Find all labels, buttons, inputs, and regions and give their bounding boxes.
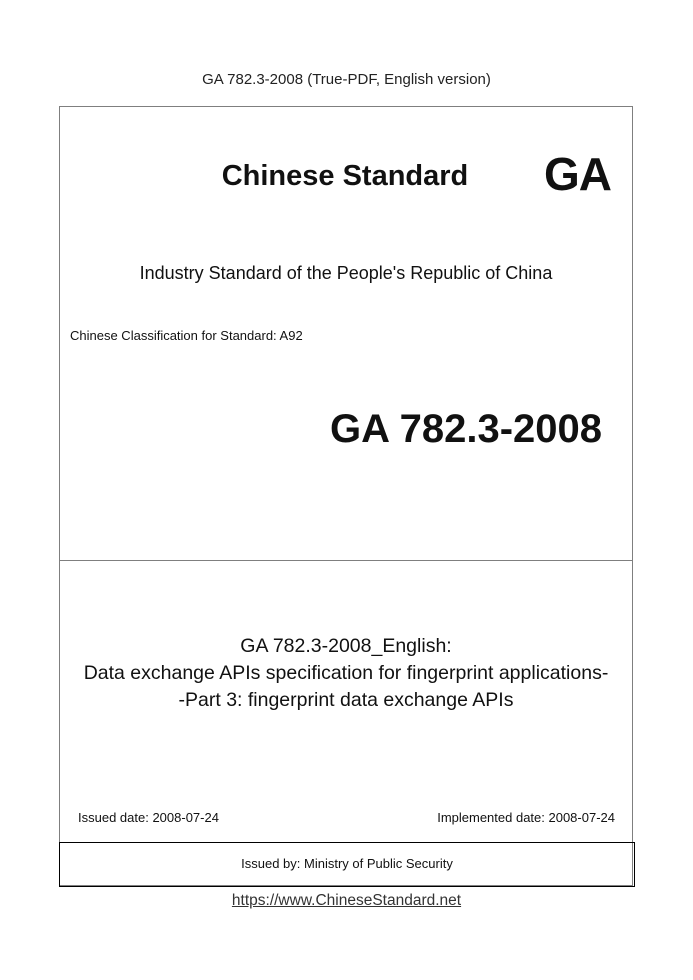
cover-frame bbox=[59, 106, 633, 886]
industry-subtitle: Industry Standard of the People's Republic of China bbox=[139, 263, 553, 283]
document-title-line-3: -Part 3: fingerprint data exchange APIs bbox=[178, 689, 514, 711]
standard-number: GA 782.3-2008 bbox=[330, 407, 603, 451]
ga-mark: GA bbox=[544, 148, 611, 200]
classification-text: Chinese Classification for Standard: A92 bbox=[70, 328, 303, 343]
standard-title: Chinese Standard bbox=[221, 160, 469, 192]
issued-date: Issued date: 2008-07-24 bbox=[78, 810, 219, 825]
section-divider bbox=[59, 560, 633, 561]
implemented-date: Implemented date: 2008-07-24 bbox=[437, 810, 615, 825]
document-title-line-1: GA 782.3-2008_English: bbox=[240, 635, 452, 657]
document-title-line-2: Data exchange APIs specification for fingerprint applications- bbox=[83, 662, 609, 684]
page-header-caption: GA 782.3-2008 (True-PDF, English version) bbox=[202, 71, 491, 88]
website-link[interactable]: https://www.ChineseStandard.net bbox=[231, 892, 462, 909]
document-title bbox=[59, 633, 633, 714]
issuer-text: Issued by: Ministry of Public Security bbox=[241, 856, 453, 871]
